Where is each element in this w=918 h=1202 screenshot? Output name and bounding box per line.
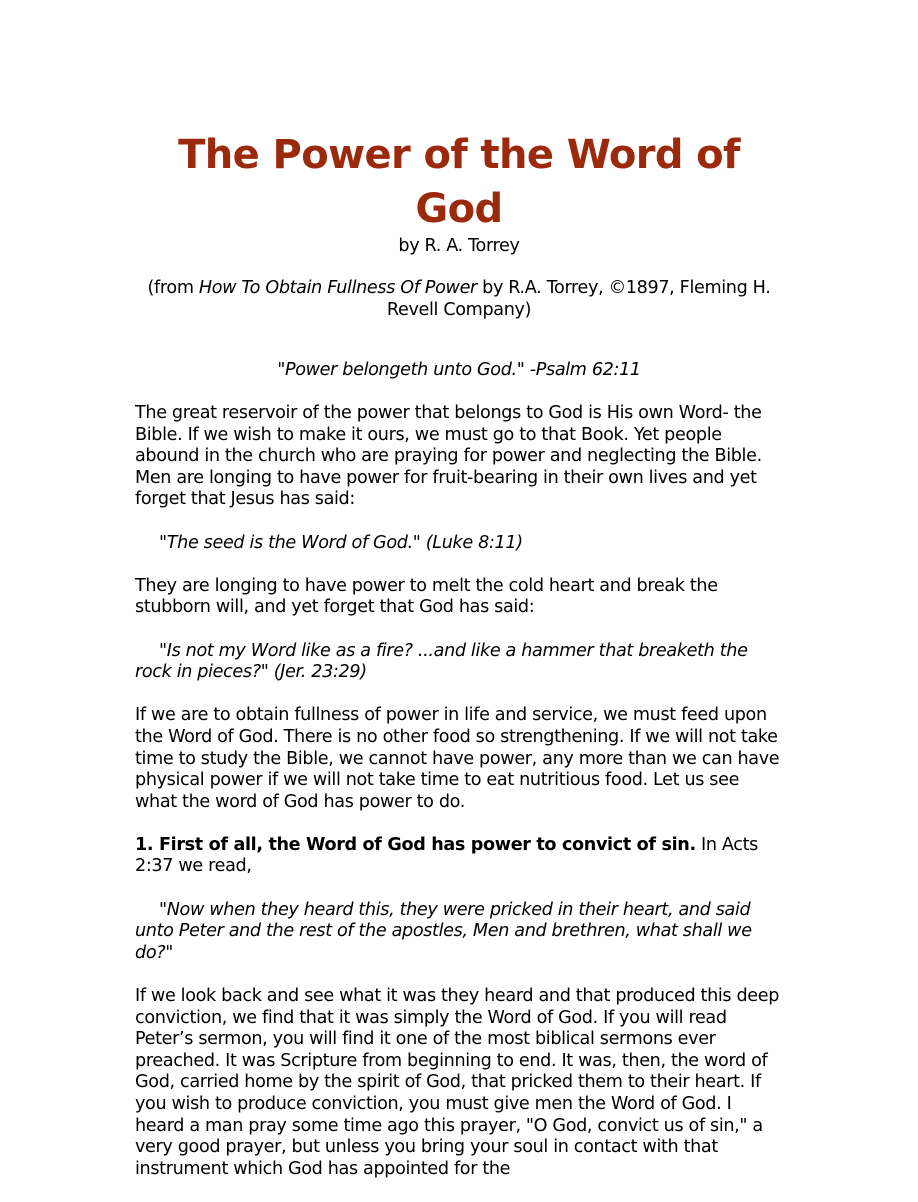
section-1-heading: 1. First of all, the Word of God has power to convict of sin. — [135, 834, 696, 855]
document-page — [135, 128, 783, 1202]
quote-acts: "Now when they heard this, they were pricked in their heart, and said unto Peter and the rest of the apostles, Men and brethren, what shall we do?" — [135, 899, 752, 963]
source-book-title: How To Obtain Fullness Of Power — [198, 278, 477, 298]
quote-jeremiah: "Is not my Word like as a fire? ...and like a hammer that breaketh the rock in pieces?" (Jer. 23:29) — [135, 640, 748, 683]
source-citation — [135, 262, 783, 360]
paragraph-feed-upon-word: If we are to obtain fullness of power in life and service, we must feed upon the Word of God. There is no other food so strengthening. If we will not take time to study the Bible, we cannot have power, any more than we can have physical power if we will not take time to eat nutritious food. Let us see what the word of God has power to do. — [135, 705, 780, 812]
section-1-intro-text: In Acts 2:37 we read, — [135, 834, 758, 877]
epigraph: "Power belongeth unto God." -Psalm 62:11 — [277, 360, 641, 380]
section-1-body: If we look back and see what it was they heard and that produced this deep conviction, we find that it was simply the Word of God. If you will read Peter’s sermon, you will find it one of the most biblical sermons ever preached. It was Scripture from beginning to end. It was, then, the word of God, carried home by the spirit of God, that pricked them to their heart. If you wish to produce conviction, you must give men the Word of God. I heard a man pray some time ago this prayer, "O God, convict us of sin," a very good prayer, but unless you bring your soul in contact with that instrument which God has appointed for the — [135, 986, 780, 1179]
byline: by R. A. Torrey — [398, 236, 520, 256]
source-suffix: by R.A. Torrey, ©1897, Fleming H. Revell Company) — [386, 278, 771, 320]
page-title: The Power of the Word of God — [178, 132, 740, 232]
section-1-intro — [135, 835, 783, 878]
paragraph-intro: The great reservoir of the power that belongs to God is His own Word- the Bible. If we wish to make it ours, we must go to that Book. Yet people abound in the church who are praying for power and neglecting the Bible. Men are longing to have power for fruit-bearing in their own lives and yet forget that Jesus has said: — [135, 403, 762, 510]
quote-luke: "The seed is the Word of God." (Luke 8:11) — [159, 532, 523, 553]
source-prefix: (from — [147, 278, 199, 298]
paragraph-cold-heart: They are longing to have power to melt the cold heart and break the stubborn will, and yet forget that God has said: — [135, 575, 718, 618]
